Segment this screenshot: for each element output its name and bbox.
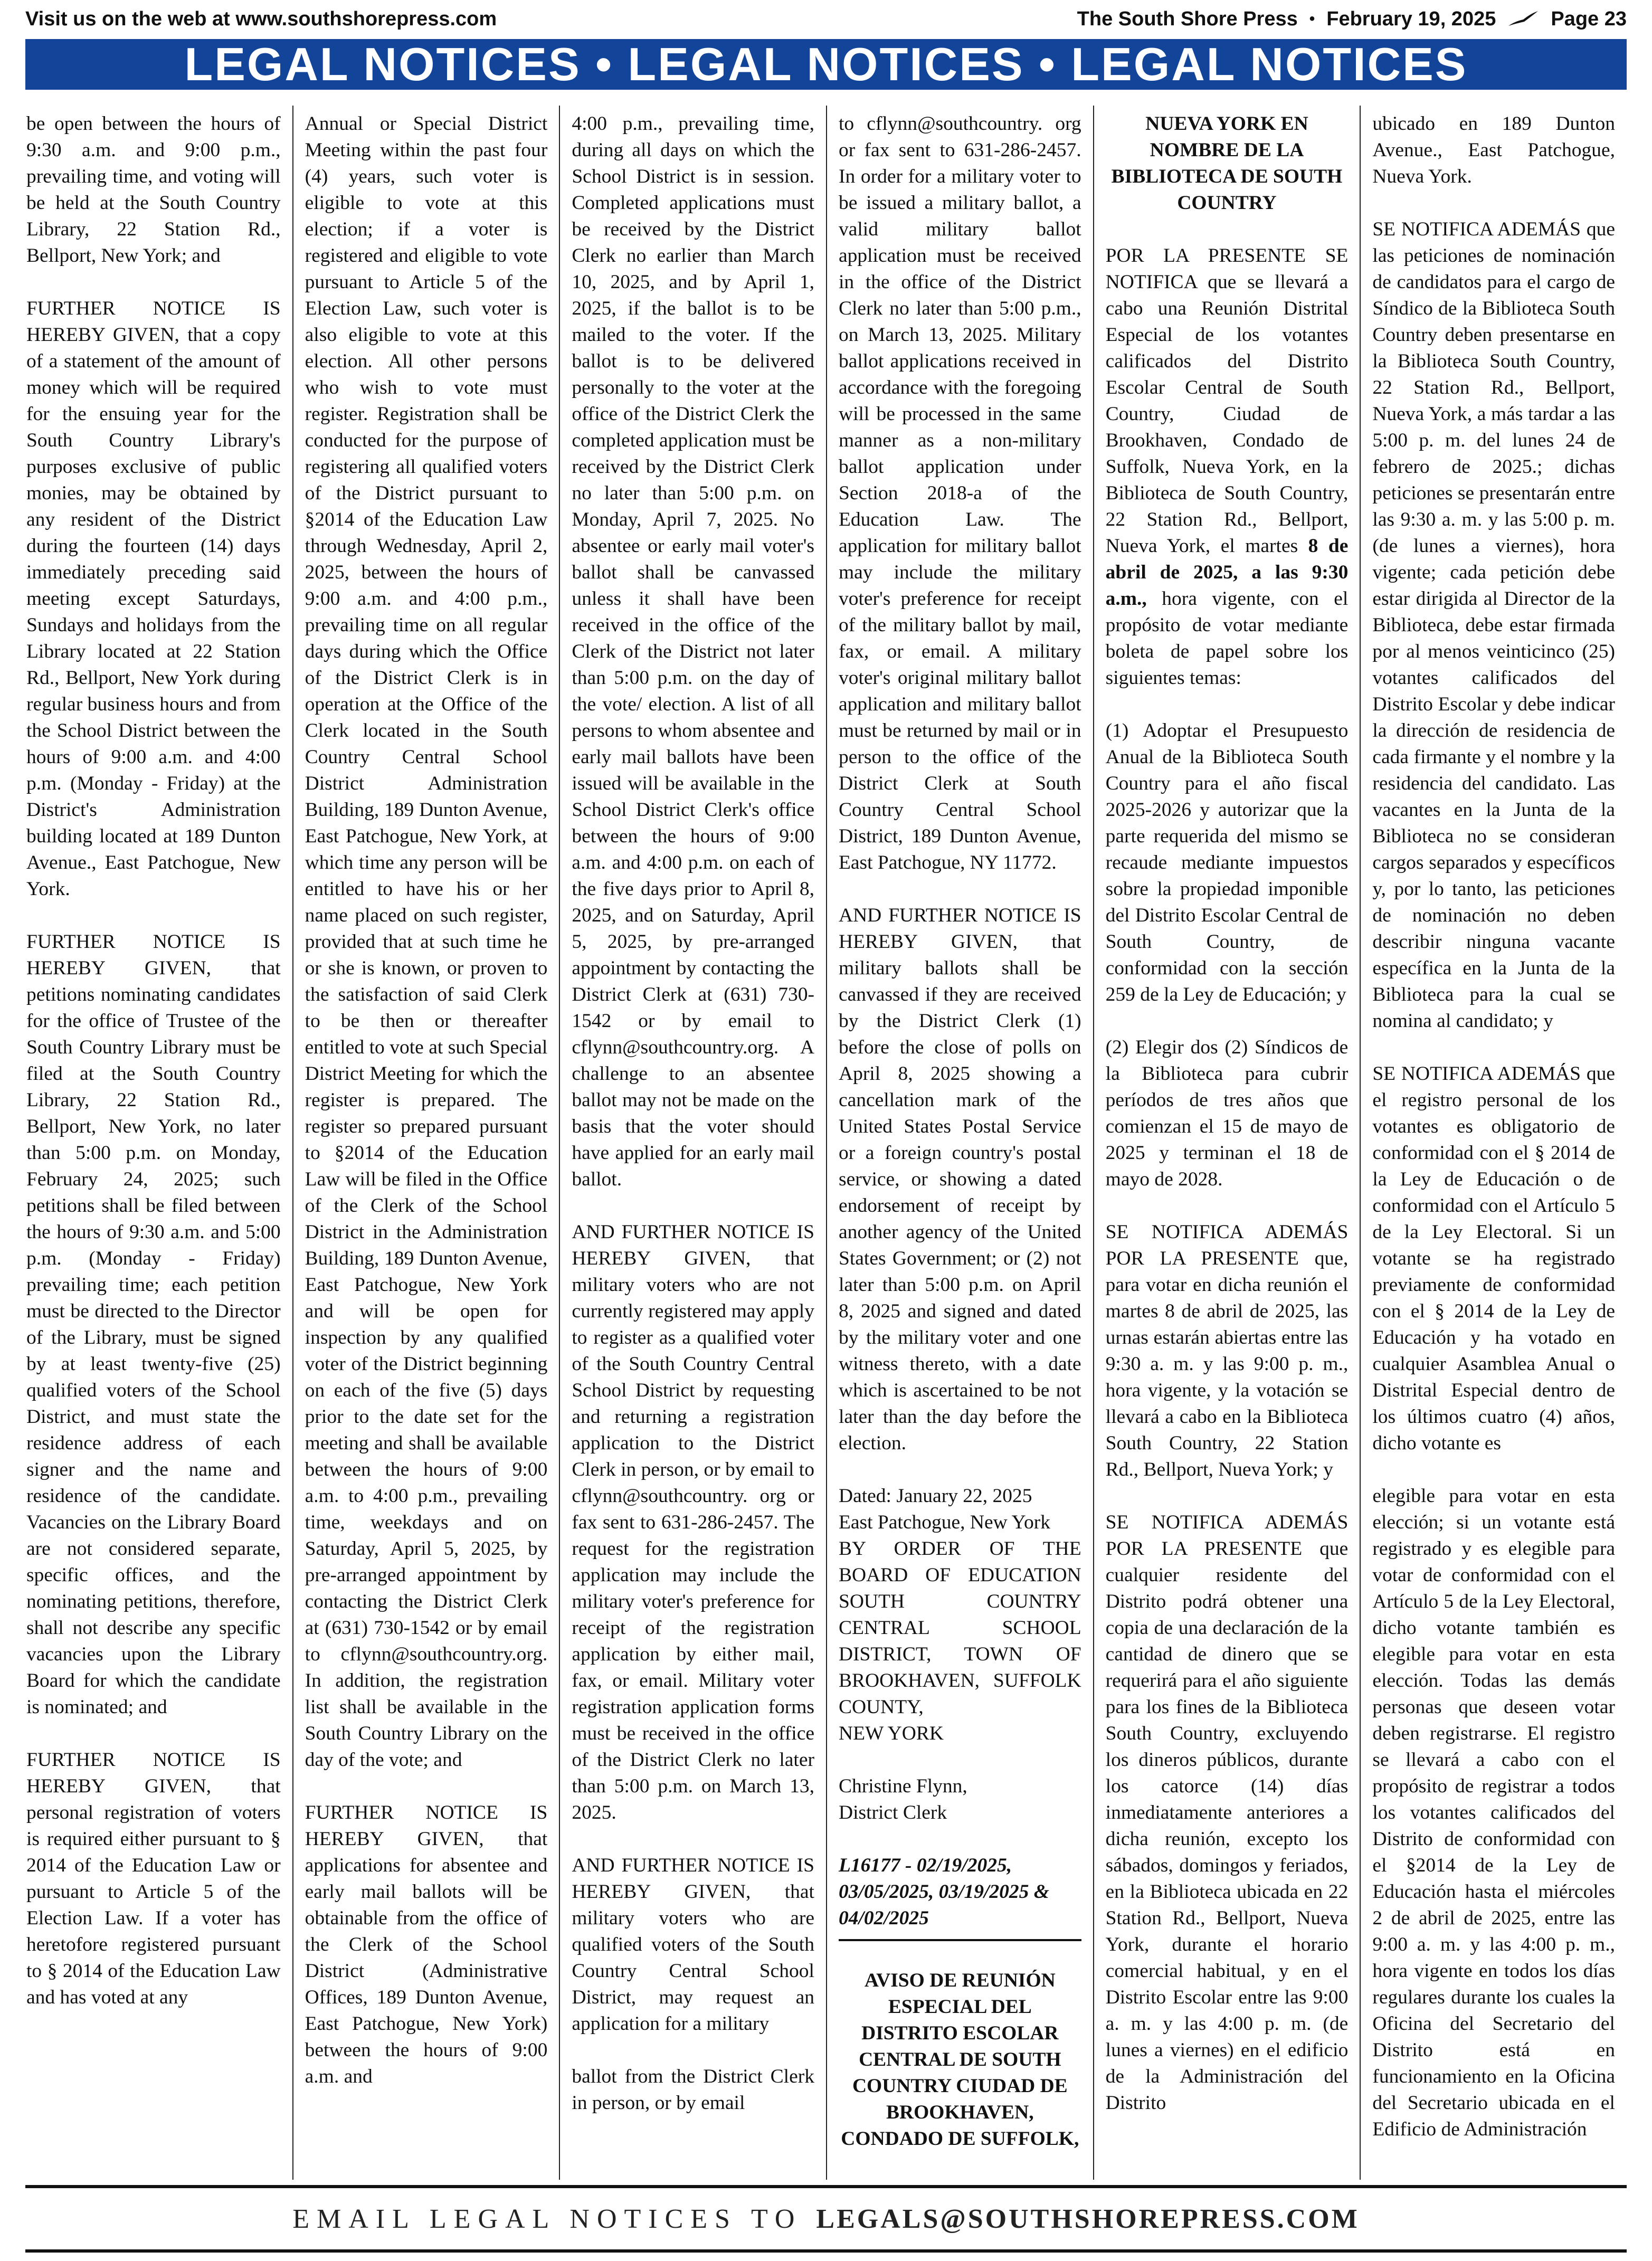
paragraph: SE NOTIFICA ADEMÁS POR LA PRESENTE que, para votar en dicha reunión el martes 8 de abril de 2025, las urnas estarán abiertas entre las 9:30 a. m. y las 9:00 p. m., hora vigente, y la votación se llevará a cabo en la Biblioteca South Country, 22 Station Rd., Bellport, Nueva York; y	[1105, 1221, 1349, 1480]
footer-rule-top	[25, 2185, 1627, 2188]
footer-email-link[interactable]: LEGALS@SOUTHSHOREPRESS.COM	[816, 2204, 1360, 2234]
paragraph: ubicado en 189 Dunton Avenue., East Patchogue, Nueva York.	[1372, 113, 1615, 187]
paragraph: AND FURTHER NOTICE IS HEREBY GIVEN, that military ballots shall be canvassed if they are received by the District Clerk (1) before the close of polls on April 8, 2025 showing a cancellation mark of the United States Postal Service or a foreign country's postal service, or showing a dated endorsement of receipt by another agency of the United States Government; or (2) not later than 5:00 p.m. on April 8, 2025 and signed and dated by the military voter and one witness thereto, with a date which is ascertained to be not later than the day before the election.	[838, 905, 1081, 1454]
paragraph: 4:00 p.m., prevailing time, during all days on which the School District is in session. Completed applications must be received by the District Clerk no earlier than March 10, 2025, and by April 1, 2025, if the ballot is to be mailed to the voter. If the ballot is to be delivered personally to the voter at the office of the District Clerk the completed application must be received by the District Clerk no later than 5:00 p.m. on Monday, April 7, 2025. No absentee or early mail voter's ballot shall be canvassed unless it shall have been received in the office of the Clerk of the District not later than 5:00 p.m. on the day of the vote/ election. A list of all persons to whom absentee and early mail ballots have been issued will be available in the School District Clerk's office between the hours of 9:00 a.m. and 4:00 p.m. on each of the five days prior to April 8, 2025, and on Saturday, April 5, 2025, by pre-arranged appointment by contacting the District Clerk at (631) 730-1542 or by email to cflynn@southcountry.org. A challenge to an absentee ballot may not be made on the basis that the voter should have applied for an early mail ballot.	[572, 113, 814, 1190]
header-right	[1077, 8, 1627, 31]
meeting-date-bold: 8 de abril de 2025, a las 9:30 a.m.,	[1105, 535, 1349, 610]
paragraph: AND FURTHER NOTICE IS HEREBY GIVEN, that military voters who are qualified voters of the South Country Central School District, may request an application for a military	[572, 1855, 814, 2035]
column-5	[1093, 106, 1360, 2180]
notice-columns	[25, 106, 1627, 2180]
column-6	[1360, 106, 1627, 2180]
column-3	[559, 106, 826, 2180]
separator-dot: •	[1309, 10, 1315, 27]
signer-title: District Clerk	[838, 1802, 947, 1823]
paragraph: ballot from the District Clerk in person, or by email	[572, 2066, 814, 2114]
paragraph	[1106, 243, 1349, 691]
footer-banner	[25, 2196, 1627, 2243]
paragraph: SE NOTIFICA ADEMÁS POR LA PRESENTE que cualquier residente del Distrito podrá obtener una copia de una declaración de la cantidad de dinero que se requerirá para el año siguiente para los fines de la Biblioteca South Country, excluyendo los dineros públicos, durante los catorce (14) días inmediatamente anteriores a dicha reunión, excepto los sábados, domingos y feriados, en la Biblioteca ubicada en 22 Station Rd., Bellport, Nueva York, durante el horario comercial habitual, y en el Distrito Escolar entre las 9:00 a. m. y las 4:00 p. m. (de lunes a viernes) en el edificio de la Administración del Distrito	[1105, 1512, 1349, 2114]
page-header	[25, 4, 1627, 34]
paper-name: The South Shore Press	[1077, 7, 1298, 30]
paragraph: to cflynn@southcountry. org or fax sent to 631-286-2457. In order for a military voter to be issued a military ballot, a valid military ballot application must be received in the office of the District Clerk no later than 5:00 p.m., on March 13, 2025. Military ballot applications received in accordance with the foregoing will be processed in the same manner as a non-military ballot application under Section 2018-a of the Education Law. The application for military ballot may include the military voter's preference for receipt of the military ballot by mail, fax, or email. A military voter's original military ballot application and military ballot must be returned by mail or in person to the office of the District Clerk at South Country Central School District, 189 Dunton Avenue, East Patchogue, NY 11772.	[838, 113, 1081, 873]
spanish-heading: AVISO DE REUNIÓN ESPECIAL DEL DISTRITO ESCOLAR CENTRAL DE SOUTH COUNTRY CIUDAD DE BROOKHAVEN, CONDADO DE SUFFOLK,	[841, 1970, 1079, 2150]
dated-line: Dated: January 22, 2025	[838, 1485, 1032, 1507]
paragraph: SE NOTIFICA ADEMÁS que el registro personal de los votantes es obligatorio de conformidad con el § 2014 de la Ley de Educación o de conformidad con el Artículo 5 de la Ley Electoral. Si un votante se ha registrado previamente de conformidad con el § 2014 de la Ley de Educación y ha votado en cualquier Asamblea Anual o Distrital Especial dentro de los últimos cuatro (4) años, dicho votante es	[1372, 1063, 1615, 1454]
footer-prefix: EMAIL LEGAL NOTICES TO	[292, 2204, 802, 2234]
paragraph: FURTHER NOTICE IS HEREBY GIVEN, that a copy of a statement of the amount of money which will be required for the ensuing year for the South Country Library's purposes exclusive of public monies, may be obtained by any resident of the District during the fourteen (14) days immediately preceding said meeting except Saturdays, Sundays and holidays from the Library located at 22 Station Rd., Bellport, New York during regular business hours and from the School District between the hours of 9:00 a.m. and 4:00 p.m. (Monday - Friday) at the District's Administration building located at 189 Dunton Avenue., East Patchogue, New York.	[26, 298, 281, 900]
paragraph: be open between the hours of 9:30 a.m. and 9:00 p.m., prevailing time, and voting will be held at the South Country Library, 22 Station Rd., Bellport, New York; and	[26, 113, 281, 267]
column-2	[292, 106, 559, 2180]
dated-place: East Patchogue, New York	[838, 1512, 1050, 1533]
signer-name: Christine Flynn,	[838, 1775, 967, 1797]
seagull-icon	[1507, 10, 1539, 28]
website-link[interactable]: Visit us on the web at www.southshorepress.com	[25, 7, 497, 30]
issue-date: February 19, 2025	[1326, 7, 1496, 30]
legal-notices-banner: LEGAL NOTICES • LEGAL NOTICES • LEGAL NOTICES	[25, 39, 1627, 90]
paragraph: Annual or Special District Meeting within the past four (4) years, such voter is eligible to vote at this election; if a voter is registered and eligible to vote pursuant to Article 5 of the Election Law, such voter is also eligible to vote at this election. All other persons who wish to vote must register. Registration shall be conducted for the purpose of registering all qualified voters of the District pursuant to §2014 of the Education Law through Wednesday, April 2, 2025, between the hours of 9:00 a.m. and 4:00 p.m., prevailing time on all regular days during which the Office of the District Clerk is in operation at the Office of the Clerk located in the South Country Central School District Administration Building, 189 Dunton Avenue, East Patchogue, New York, at which time any person will be entitled to have his or her name placed on such register, provided that at such time he or she is known, or proven to the satisfaction of said Clerk to be then or thereafter entitled to vote at such Special District Meeting for which the register is prepared. The register so prepared pursuant to §2014 of the Education Law will be filed in the Office of the Clerk of the School District in the Administration Building, 189 Dunton Avenue, East Patchogue, New York and will be open for inspection by any qualified voter of the District beginning on each of the five (5) days prior to the date set for the meeting and shall be available between the hours of 9:00 a.m. to 4:00 p.m., prevailing time, weekdays and on Saturday, April 5, 2025, by pre-arranged appointment by contacting the District Clerk at (631) 730-1542 or by email to cflynn@southcountry.org. In addition, the registration list shall be available in the South Country Library on the day of the vote; and	[305, 113, 548, 1771]
paragraph: FURTHER NOTICE IS HEREBY GIVEN, that petitions nominating candidates for the office of Trustee of the South Country Library must be filed at the South Country Library, 22 Station Rd., Bellport, New York, no later than 5:00 p.m. on Monday, February 24, 2025; such petitions shall be filed between the hours of 9:30 a.m. and 5:00 p.m. (Monday - Friday) prevailing time; each petition must be directed to the Director of the Library, must be signed by at least twenty-five (25) qualified voters of the School District, and must state the residence address of each signer and the name and residence of the candidate. Vacancies on the Library Board are not considered separate, specific offices, and the nominating petitions, therefore, shall not describe any specific vacancies upon the Library Board for which the candidate is nominated; and	[26, 931, 281, 1718]
notice-id: L16177 - 02/19/2025, 03/05/2025, 03/19/2025 & 04/02/2025	[839, 1852, 1081, 1941]
agenda-item-2: (2) Elegir dos (2) Síndicos de la Biblioteca para cubrir períodos de tres años que comienzan el 15 de mayo de 2025 y terminan el 18 de mayo de 2028.	[1105, 1037, 1349, 1190]
paragraph: FURTHER NOTICE IS HEREBY GIVEN, that personal registration of voters is required either pursuant to § 2014 of the Education Law or pursuant to Article 5 of the Election Law. If a voter has heretofore registered pursuant to § 2014 of the Education Law and has voted at any	[26, 1749, 281, 2008]
column-4	[826, 106, 1093, 2180]
paragraph: FURTHER NOTICE IS HEREBY GIVEN, that applications for absentee and early mail ballots will be obtainable from the office of the Clerk of the School District (Administrative Offices, 189 Dunton Avenue, East Patchogue, New York) between the hours of 9:00 a.m. and	[305, 1802, 548, 2087]
page-number: Page 23	[1551, 7, 1627, 30]
section-heading: NUEVA YORK EN NOMBRE DE LA BIBLIOTECA DE SOUTH COUNTRY	[1111, 113, 1343, 214]
paragraph: AND FURTHER NOTICE IS HEREBY GIVEN, that military voters who are not currently registered may apply to register as a qualified voter of the South Country Central School District by requesting and returning a registration application to the District Clerk in person, or by email to cflynn@southcountry. org or fax sent to 631-286-2457. The request for the registration application may include the military voter's preference for receipt of the registration application by either mail, fax, or email. Military voter registration application forms must be received in the office of the District Clerk no later than 5:00 p.m. on March 13, 2025.	[572, 1221, 814, 1823]
order-state: NEW YORK	[838, 1723, 944, 1744]
column-1	[25, 106, 292, 2180]
paragraph-end: hora vigente, con el propósito de votar mediante boleta de papel sobre los siguientes temas:	[1105, 588, 1349, 689]
order-line: BY ORDER OF THE BOARD OF EDUCATION SOUTH COUNTRY CENTRAL SCHOOL DISTRICT, TOWN OF BROOKHAVEN, SUFFOLK COUNTY,	[838, 1538, 1081, 1718]
paragraph-start: POR LA PRESENTE SE NOTIFICA que se llevará a cabo una Reunión Distrital Especial de los votantes calificados del Distrito Escolar Central de South Country, Ciudad de Brookhaven, Condado de Suffolk, Nueva York, en la Biblioteca de South Country, 22 Station Rd., Bellport, Nueva York, el martes	[1105, 245, 1349, 557]
footer-rule-bottom	[25, 2249, 1627, 2253]
paragraph: SE NOTIFICA ADEMÁS que las peticiones de nominación de candidatos para el cargo de Síndico de la Biblioteca South Country deben presentarse en la Biblioteca South Country, 22 Station Rd., Bellport, Nueva York, a más tardar a las 5:00 p. m. del lunes 24 de febrero de 2025.; dichas peticiones se presentarán entre las 9:30 a. m. y las 5:00 p. m. (de lunes a viernes), hora vigente; cada petición debe estar dirigida al Director de la Biblioteca, debe estar firmada por al menos veinticinco (25) votantes calificados del Distrito Escolar y debe indicar la dirección de residencia de cada firmante y el nombre y la residencia del candidato. Las vacantes en la Junta de la Biblioteca no se consideran cargos separados y específicos y, por lo tanto, las peticiones de nominación no deben describir ninguna vacante específica en la Junta de la Biblioteca para la cual se nomina al candidato; y	[1372, 218, 1615, 1032]
paragraph: elegible para votar en esta elección; si un votante está registrado y es elegible para votar de conformidad con el Artículo 5 de la Ley Electoral, dicho votante también es elegible para votar en esta elección. Todas las demás personas que deseen votar deben registrarse. El registro se llevará a cabo con el propósito de registrar a todos los votantes calificados del Distrito de conformidad con el §2014 de la Ley de Educación hasta el miércoles 2 de abril de 2025, entre las 9:00 a. m. y las 4:00 p. m., hora vigente en todos los días regulares durante los cuales la Oficina del Secretario del Distrito está en funcionamiento en la Oficina del Secretario ubicada en el Edificio de Administración	[1372, 1485, 1615, 2140]
agenda-item-1: (1) Adoptar el Presupuesto Anual de la Biblioteca South Country para el año fiscal 2025-2026 y autorizar que la parte requerida del mismo se recaude mediante impuestos sobre la propiedad imponible del Distrito Escolar Central de South Country, de conformidad con la sección 259 de la Ley de Educación; y	[1105, 720, 1349, 1005]
